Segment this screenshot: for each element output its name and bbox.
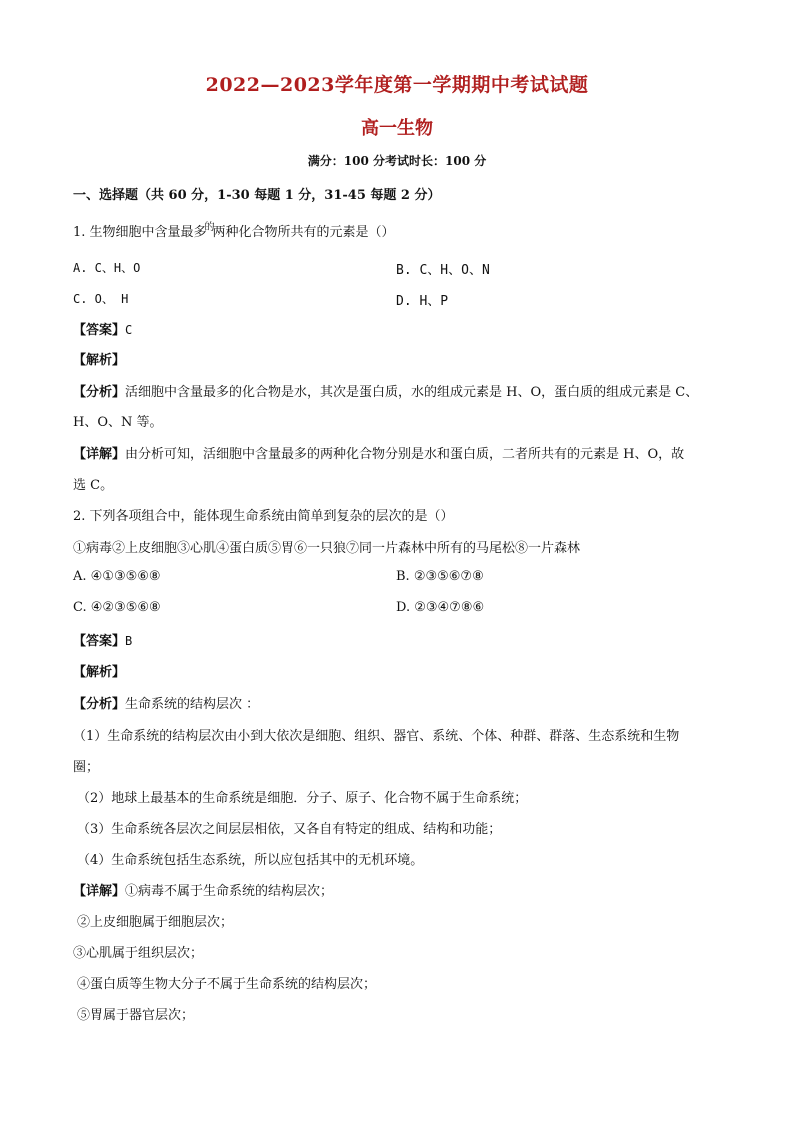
question-2-option-b: B. ②③⑤⑥⑦⑧ bbox=[396, 569, 484, 584]
question-1-option-b: B. C、H、O、N bbox=[396, 263, 490, 278]
question-1-answer bbox=[73, 319, 132, 338]
question-1-option-a: A. C、H、O bbox=[73, 261, 141, 275]
answer-value: C bbox=[125, 323, 133, 337]
question-2-items: ①病毒②上皮细胞③心肌④蛋白质⑤胃⑥一只狼⑦同一片森林中所有的马尾松⑧一片森林 bbox=[73, 541, 581, 556]
question-1-stem-b: 两种化合物所共有的元素是（） bbox=[212, 225, 395, 240]
analysis-tag: 【解析】 bbox=[73, 665, 126, 680]
fenxi-tag: 【分析】 bbox=[73, 697, 126, 712]
question-2-option-a: A. ④①③⑤⑥⑧ bbox=[73, 569, 161, 584]
exam-meta: 满分：100 分考试时长：100 分 bbox=[307, 154, 487, 168]
detail-2: ②上皮细胞属于细胞层次； bbox=[77, 915, 234, 930]
question-2-xiangjie-line-1 bbox=[73, 880, 333, 899]
question-2-fenxi-title bbox=[73, 693, 259, 712]
fenxi-point-2: （2）地球上最基本的生命系统是细胞．分子、原子、化合物不属于生命系统； bbox=[77, 791, 528, 806]
fenxi-point-1: （1）生命系统的结构层次由小到大依次是细胞、组织、器官、系统、个体、种群、群落、生态系统和生物 bbox=[73, 729, 680, 744]
analysis-tag: 【解析】 bbox=[73, 353, 126, 368]
detail-4: ④蛋白质等生物大分子不属于生命系统的结构层次； bbox=[77, 977, 377, 992]
detail-3: ③心肌属于组织层次； bbox=[73, 946, 204, 961]
question-1-xiangjie-line-1 bbox=[73, 443, 684, 462]
fenxi-text: 活细胞中含量最多的化合物是水，其次是蛋白质，水的组成元素是 H、O，蛋白质的组成元素是 C、 bbox=[125, 385, 699, 400]
exam-subject: 高一生物 bbox=[361, 118, 433, 139]
question-2-option-d: D. ②③④⑦⑧⑥ bbox=[396, 600, 485, 615]
fenxi-point-1-cont: 圈； bbox=[73, 760, 100, 775]
question-1-option-d: D. H、P bbox=[396, 294, 449, 309]
question-1-xiangjie-line-2: 选 C。 bbox=[73, 478, 114, 493]
xiangjie-text: ①病毒不属于生命系统的结构层次； bbox=[125, 884, 334, 899]
question-2-stem: 2. 下列各项组合中，能体现生命系统由简单到复杂的层次的是（） bbox=[73, 509, 454, 524]
question-1-fenxi-line-2: H、O、N 等。 bbox=[73, 415, 163, 430]
question-2-option-c: C. ④②③⑤⑥⑧ bbox=[73, 600, 161, 615]
fenxi-point-3: （3）生命系统各层次之间层层相依，又各自有特定的组成、结构和功能； bbox=[77, 822, 502, 837]
answer-value: B bbox=[125, 634, 133, 648]
detail-5: ⑤胃属于器官层次； bbox=[77, 1008, 195, 1023]
fenxi-point-4: （4）生命系统包括生态系统，所以应包括其中的无机环境。 bbox=[77, 853, 424, 868]
xiangjie-tag: 【详解】 bbox=[73, 447, 126, 462]
exam-title: 2022—2023学年度第一学期期中考试试题 bbox=[205, 74, 589, 96]
xiangjie-text: 由分析可知，活细胞中含量最多的两种化合物分别是水和蛋白质，二者所共有的元素是 H、O，故 bbox=[125, 447, 685, 462]
question-1-option-c: C. O、 H bbox=[73, 292, 129, 306]
fenxi-text: 生命系统的结构层次 ： bbox=[125, 697, 260, 712]
question-1-stem bbox=[73, 221, 395, 240]
section-heading: 一、选择题（共 60 分，1-30 每题 1 分，31-45 每题 2 分） bbox=[73, 188, 441, 203]
question-1-stem-a: 1. 生物细胞中含量最多 bbox=[73, 225, 207, 240]
question-1-stem-sup: 的 bbox=[204, 222, 215, 233]
xiangjie-tag: 【详解】 bbox=[73, 884, 126, 899]
answer-tag: 【答案】 bbox=[73, 323, 126, 338]
question-1-fenxi-line-1 bbox=[73, 381, 698, 400]
fenxi-tag: 【分析】 bbox=[73, 385, 126, 400]
question-2-answer bbox=[73, 630, 132, 649]
answer-tag: 【答案】 bbox=[73, 634, 126, 649]
